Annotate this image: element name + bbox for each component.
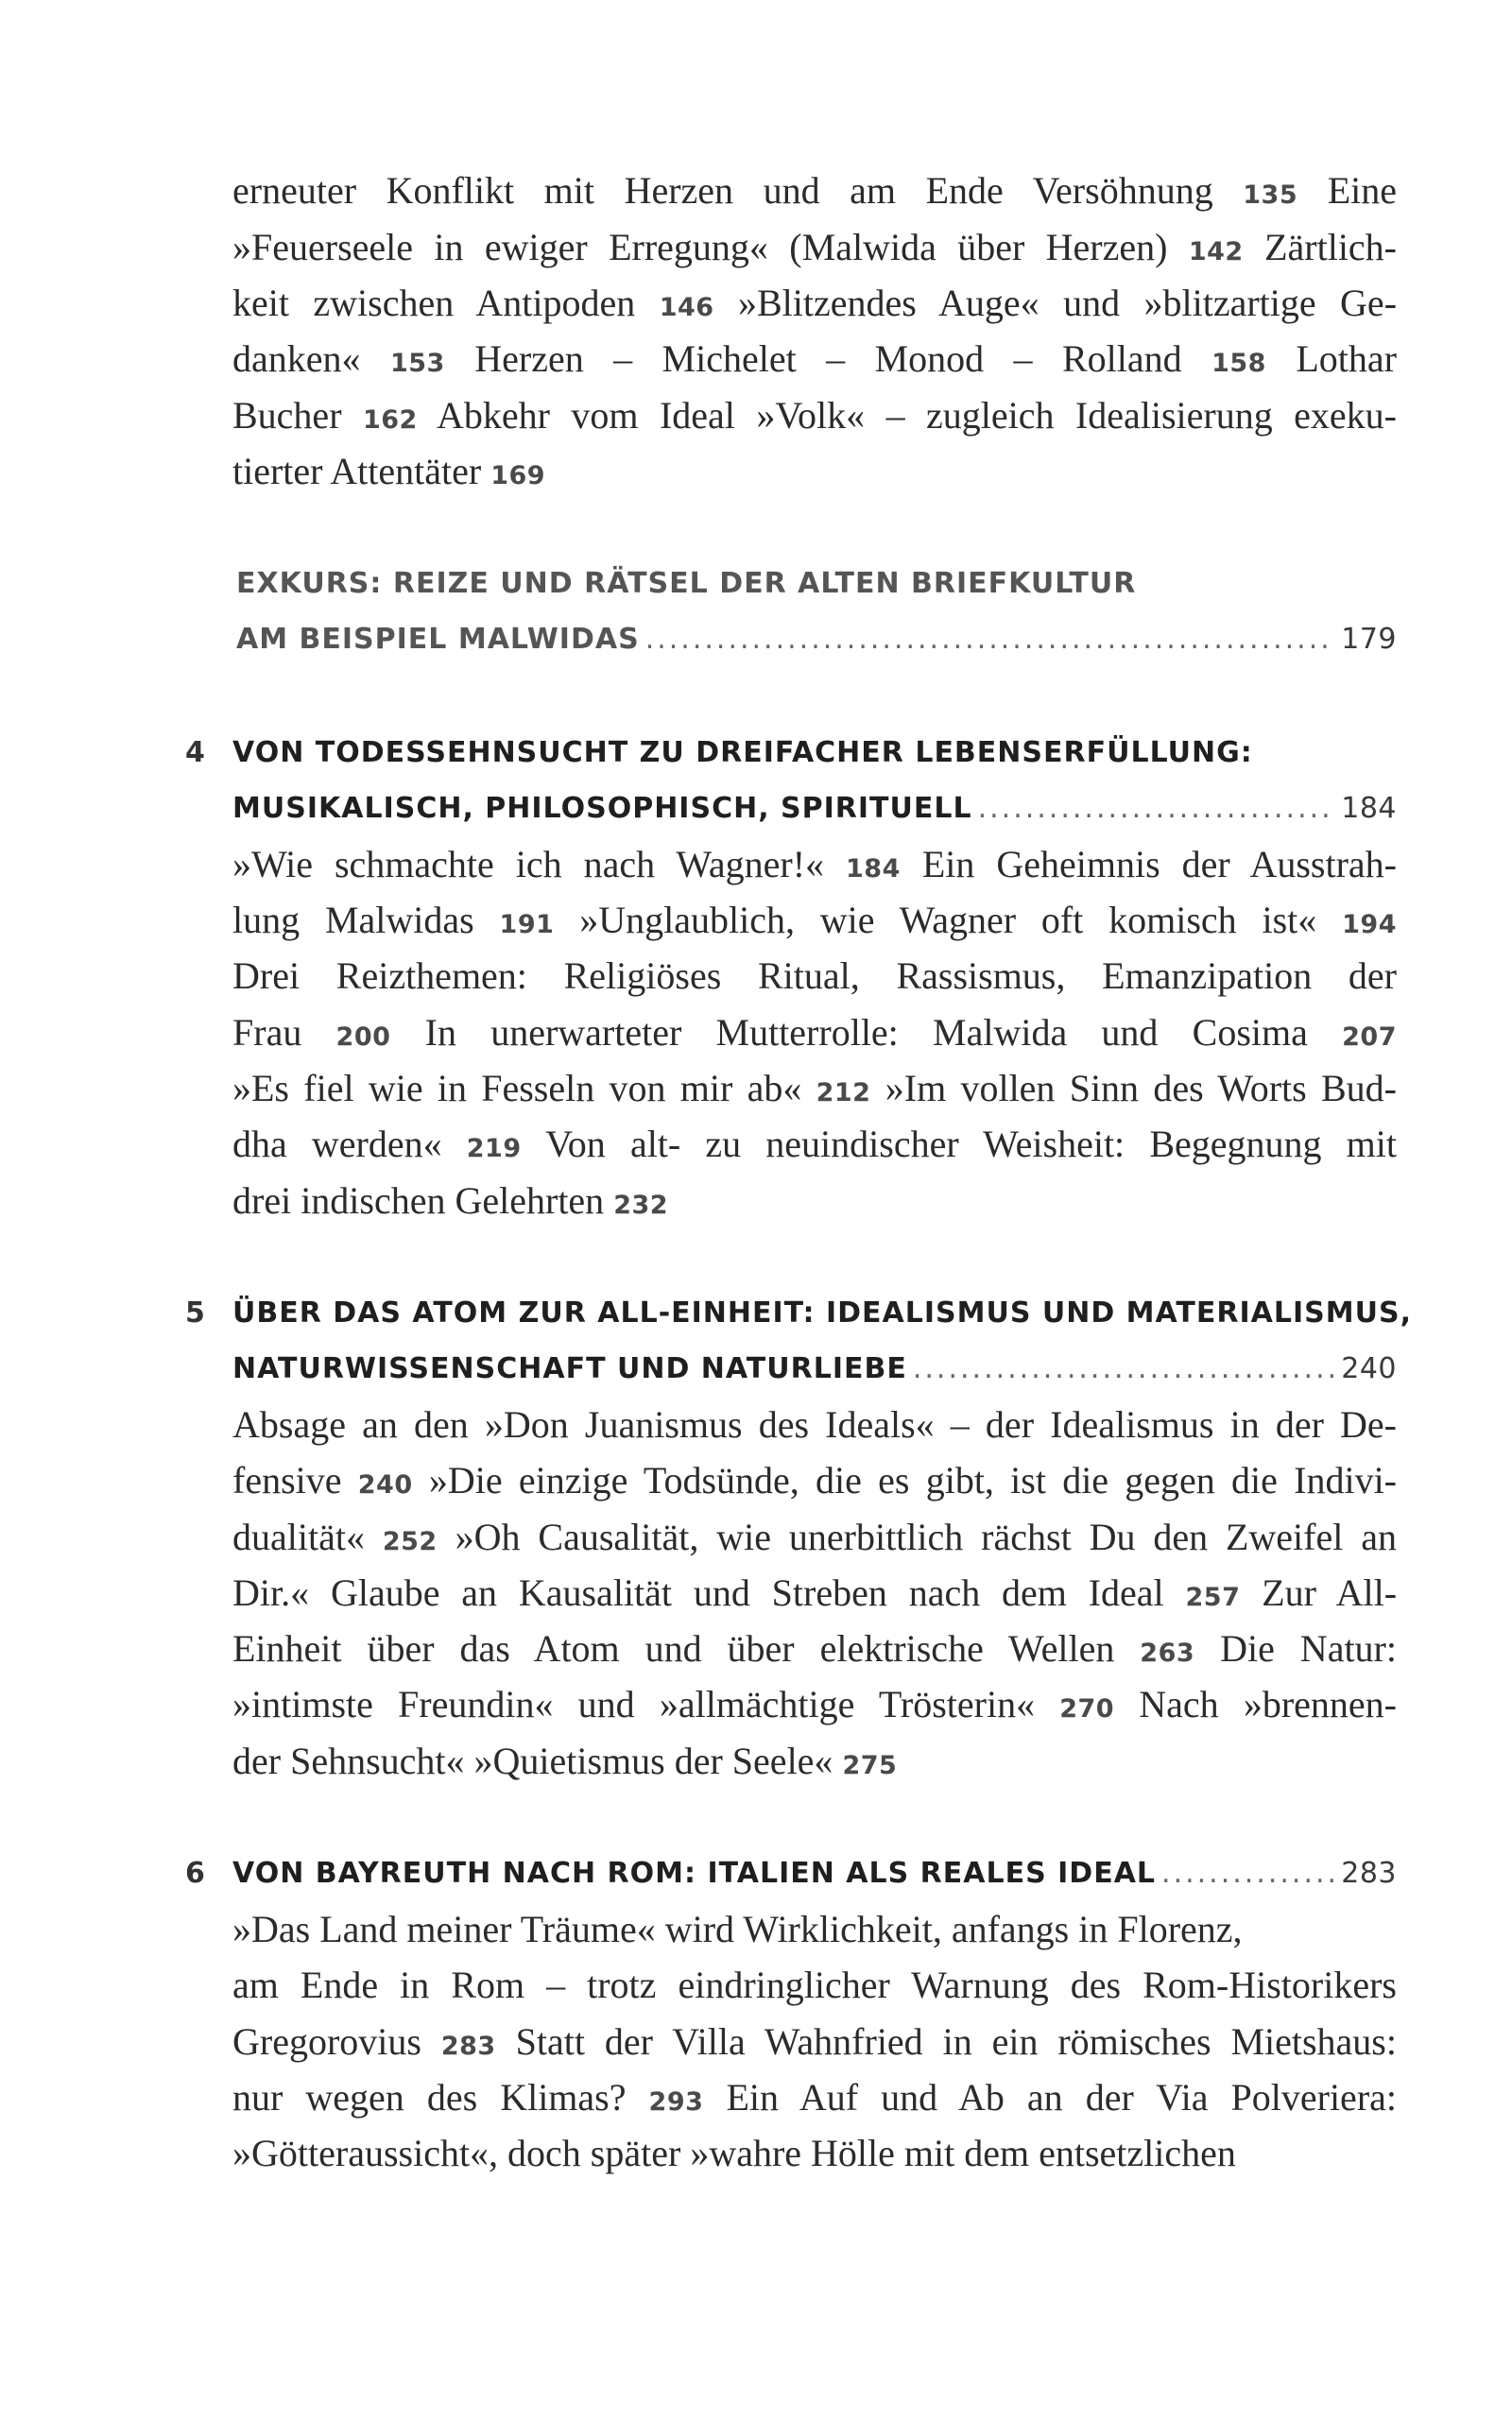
page-number: 270: [1059, 1694, 1115, 1724]
page-number: 158: [1211, 349, 1266, 378]
entry-text: dualität«: [232, 1516, 383, 1558]
excursus-title-text: AM BEISPIEL MALWIDAS: [236, 623, 640, 656]
toc-line: [232, 219, 1397, 281]
chapter-title-text: VON BAYREUTH NACH ROM: ITALIEN ALS REALES IDEAL: [232, 1857, 1157, 1890]
toc-line: [232, 1676, 1397, 1738]
page-number: 200: [335, 1022, 391, 1052]
entry-text: Bucher: [232, 394, 363, 437]
entry-text: Dir.« Glaube an Kausalität und Streben nach dem Ideal: [232, 1571, 1186, 1614]
entry-text: dha werden«: [232, 1123, 467, 1165]
entry-text: Ein Auf und Ab an der Via Polveriera:: [703, 2076, 1397, 2119]
chapter-title-line-2: [232, 781, 1397, 837]
entry-text: »Im vollen Sinn des Worts Bud-: [870, 1067, 1398, 1109]
entry-text: »Unglaublich, wie Wagner oft komisch ist«: [554, 899, 1343, 941]
chapter-title: ÜBER DAS ATOM ZUR ALL-EINHEIT: IDEALISMUS UND MATERIALISMUS,: [232, 1296, 1412, 1330]
page-number: 146: [659, 293, 714, 322]
page-number: 293: [648, 2087, 704, 2117]
entry-text: Zärtlich-: [1243, 226, 1398, 268]
leader-dots: [978, 781, 1336, 837]
page-number: 212: [816, 1078, 871, 1107]
toc-line: [232, 2125, 1236, 2182]
entry-text: »Götteraussicht«, doch später »wahre Hölle mit dem entsetzlichen: [232, 2132, 1236, 2174]
page-number: 219: [466, 1134, 522, 1163]
leader-dots: [913, 1341, 1335, 1398]
entry-text: erneuter Konflikt mit Herzen und am Ende Versöhnung: [232, 169, 1244, 212]
entry-text: Einheit über das Atom und über elektrische Wellen: [232, 1627, 1141, 1670]
page-number: 194: [1342, 910, 1397, 939]
chapter-title-line-2: [232, 1341, 1397, 1398]
toc-line: [232, 1901, 1243, 1958]
page-number: 207: [1342, 1022, 1397, 1052]
entry-text: »Es fiel wie in Fesseln von mir ab«: [232, 1067, 816, 1109]
entry-text: Nach »brennen-: [1114, 1683, 1397, 1725]
entry-text: »Die einzige Todsünde, die es gibt, ist die gegen die Indivi-: [412, 1459, 1397, 1502]
chapter-number: 5: [185, 1296, 205, 1330]
entry-text: lung Malwidas: [232, 899, 500, 941]
page-number: 153: [389, 349, 445, 378]
toc-line: [232, 836, 1397, 898]
entry-text: Absage an den »Don Juanismus des Ideals« – der Idealismus in der De-: [232, 1403, 1397, 1446]
entry-text: In unerwarteter Mutterrolle: Malwida und Cosima: [390, 1011, 1343, 1054]
leader-dots: [645, 611, 1336, 668]
toc-line: [232, 1565, 1397, 1626]
page-number: 135: [1243, 180, 1298, 210]
toc-line: [232, 1957, 1397, 2014]
entry-text: Statt der Villa Wahnfried in ein römisches Mietshaus:: [495, 2020, 1397, 2063]
entry-text: Gregorovius: [232, 2020, 441, 2063]
toc-line: [232, 1116, 1397, 1177]
entry-text: keit zwischen Antipoden: [232, 282, 660, 324]
chapter-page-number: 184: [1341, 792, 1397, 825]
page-number: 142: [1188, 237, 1244, 266]
page-number: 275: [842, 1751, 898, 1780]
chapter-page-number: 240: [1341, 1352, 1397, 1385]
excursus-title: EXKURS: REIZE UND RÄTSEL DER ALTEN BRIEFKULTUR: [236, 567, 1137, 600]
toc-line: [232, 275, 1397, 336]
entry-text: tierter Attentäter: [232, 450, 491, 492]
toc-line: [232, 892, 1397, 953]
toc-line: [232, 331, 1397, 392]
toc-line: [232, 1173, 668, 1234]
entry-text: »Wie schmachte ich nach Wagner!«: [232, 843, 847, 885]
toc-line: [232, 387, 1397, 449]
toc-line: [232, 1733, 897, 1794]
chapter-title-text: NATURWISSENSCHAFT UND NATURLIEBE: [232, 1352, 907, 1385]
toc-line: [232, 1004, 1397, 1066]
entry-text: der Sehnsucht« »Quietismus der Seele«: [232, 1740, 843, 1782]
toc-line: [232, 1621, 1397, 1682]
chapter-page-number: 283: [1341, 1857, 1397, 1890]
toc-line: [232, 1452, 1397, 1514]
page-number: 184: [846, 854, 901, 884]
toc-line: [232, 443, 545, 505]
toc-line: [232, 2069, 1397, 2131]
chapter-title: [232, 1845, 1397, 1902]
toc-line: [232, 1509, 1397, 1570]
entry-text: danken«: [232, 337, 390, 380]
entry-text: »Oh Causalität, wie unerbittlich rächst Du den Zweifel an: [437, 1516, 1397, 1558]
page-number: 162: [362, 405, 418, 435]
chapter-title: VON TODESSEHNSUCHT ZU DREIFACHER LEBENSERFÜLLUNG:: [232, 736, 1253, 769]
entry-text: am Ende in Rom – trotz eindringlicher Warnung des Rom-Historikers: [232, 1964, 1397, 2006]
entry-text: Von alt- zu neuindischer Weisheit: Begegnung mit: [521, 1123, 1397, 1165]
toc-line: [232, 948, 1397, 1004]
chapter-title-text: MUSIKALISCH, PHILOSOPHISCH, SPIRITUELL: [232, 792, 972, 825]
toc-line: [232, 163, 1397, 224]
page-number: 169: [490, 461, 546, 490]
excursus-page-number: 179: [1341, 623, 1397, 656]
page-number: 232: [613, 1191, 669, 1220]
entry-text: Zur All-: [1240, 1571, 1398, 1614]
entry-text: nur wegen des Klimas?: [232, 2076, 649, 2119]
entry-text: Die Natur:: [1194, 1627, 1397, 1670]
entry-text: Ein Geheimnis der Ausstrah-: [900, 843, 1397, 885]
chapter-number: 4: [185, 736, 205, 769]
page-number: 263: [1140, 1639, 1195, 1668]
page-number: 240: [357, 1470, 413, 1500]
page-number: 191: [499, 910, 555, 939]
entry-text: »Feuerseele in ewiger Erregung« (Malwida über Herzen): [232, 226, 1189, 268]
entry-text: fensive: [232, 1459, 358, 1502]
excursus-title-line-2: [236, 611, 1397, 668]
entry-text: Lothar: [1265, 337, 1397, 380]
entry-text: Drei Reizthemen: Religiöses Ritual, Rassismus, Emanzipation der: [232, 954, 1397, 997]
entry-text: Eine: [1297, 169, 1397, 212]
entry-text: »Blitzendes Auge« und »blitzartige Ge-: [713, 282, 1398, 324]
chapter-number: 6: [185, 1857, 205, 1890]
entry-text: drei indischen Gelehrten: [232, 1179, 614, 1222]
entry-text: »intimste Freundin« und »allmächtige Trösterin«: [232, 1683, 1060, 1725]
page-number: 252: [382, 1527, 438, 1556]
entry-text: Abkehr vom Ideal »Volk« – zugleich Idealisierung exeku-: [417, 394, 1397, 437]
page-number: 257: [1185, 1583, 1241, 1612]
entry-text: »Das Land meiner Träume« wird Wirklichkeit, anfangs in Florenz,: [232, 1908, 1243, 1950]
entry-text: Frau: [232, 1011, 336, 1054]
toc-line: [232, 2014, 1397, 2075]
leader-dots: [1161, 1845, 1335, 1902]
toc-line: [232, 1397, 1397, 1453]
entry-text: Herzen – Michelet – Monod – Rolland: [444, 337, 1212, 380]
toc-line: [232, 1060, 1397, 1122]
page-number: 283: [440, 2032, 496, 2061]
